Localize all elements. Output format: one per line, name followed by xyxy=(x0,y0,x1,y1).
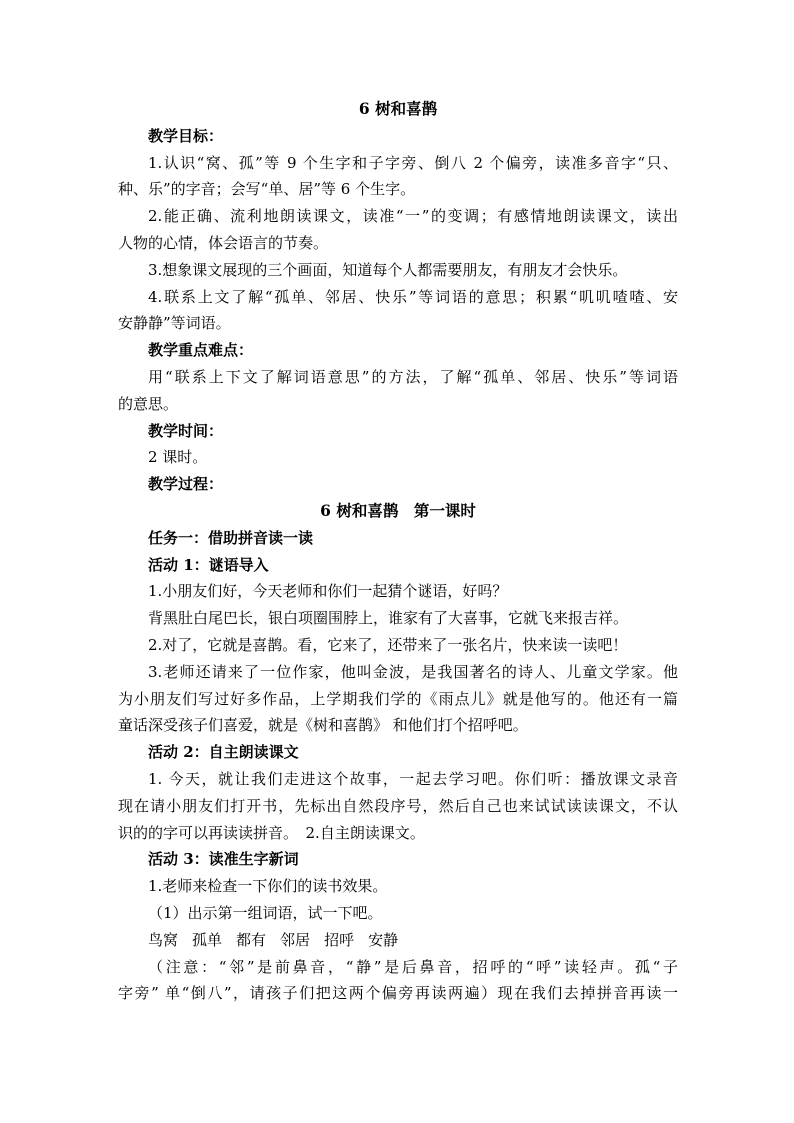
time-value: 2 课时。 xyxy=(148,448,208,467)
word-item: 鸟窝 xyxy=(148,930,179,949)
activity-2-line: 现在请小朋友们打开书，先标出自然段序号，然后自己也来试试读读课文，不认 xyxy=(118,796,678,815)
key-points-line-1: 用“联系上下文了解词语意思”的方法，了解“孤单、邻居、快乐”等词语 xyxy=(148,367,678,386)
activity-1-line: 童话深受孩子们喜爱，就是《树和喜鹊》 和他们打个招呼吧。 xyxy=(118,716,528,735)
word-item: 孤单 xyxy=(192,930,223,949)
key-points-line-2: 的意思。 xyxy=(118,394,179,413)
objective-4-line-1: 4.联系上文了解“孤单、邻居、快乐”等词语的意思；积累“叽叽喳喳、安 xyxy=(148,287,678,306)
task-1-heading: 任务一：借助拼音读一读 xyxy=(148,528,314,547)
objective-3-line-1: 3.想象课文展现的三个画面，知道每个人都需要朋友，有朋友才会快乐。 xyxy=(148,260,628,279)
pronunciation-note-line-1: （注意：“邻”是前鼻音，“静”是后鼻音，招呼的“呼”读轻声。孤“子 xyxy=(148,957,678,976)
activity-3-line: （1）出示第一组词语，试一下吧。 xyxy=(148,903,383,922)
objectives-heading: 教学目标： xyxy=(148,126,224,145)
activity-1-line: 背黑肚白尾巴长，银白项圈围脖上，谁家有了大喜事，它就飞来报吉祥。 xyxy=(148,609,629,628)
process-heading: 教学过程： xyxy=(148,475,224,494)
activity-1-heading: 活动 1：谜语导入 xyxy=(148,555,269,574)
objective-2-line-1: 2.能正确、流利地朗读课文，读准“一”的变调；有感情地朗读课文，读出 xyxy=(148,207,678,226)
document-page xyxy=(118,96,678,1007)
activity-2-line: 识的的字可以再读读拼音。 2.自主朗读课文。 xyxy=(118,823,425,842)
activity-2-line: 1. 今天，就让我们走进这个故事，一起去学习吧。你们听：播放课文录音 xyxy=(148,769,678,788)
activity-2-heading: 活动 2：自主朗读课文 xyxy=(148,743,299,762)
page-title: 6 树和喜鹊 xyxy=(358,99,438,118)
pronunciation-note-line-2: 字旁” 单“倒八”，请孩子们把这两个偏旁再读两遍）现在我们去掉拼音再读一 xyxy=(118,984,678,1003)
objective-2-line-2: 人物的心情，体会语言的节奏。 xyxy=(118,233,329,252)
lesson-subtitle: 6 树和喜鹊 第一课时 xyxy=(320,500,476,520)
key-points-heading: 教学重点难点： xyxy=(148,341,254,360)
word-item: 都有 xyxy=(236,930,267,949)
activity-1-line: 2.对了，它就是喜鹊。看，它来了，还带来了一张名片，快来读一读吧！ xyxy=(148,635,628,654)
word-item: 邻居 xyxy=(280,930,311,949)
activity-1-line: 3.老师还请来了一位作家，他叫金波，是我国著名的诗人、儿童文学家。他 xyxy=(148,662,678,681)
activity-3-line: 1.老师来检查一下你们的读书效果。 xyxy=(148,877,388,896)
word-list xyxy=(118,927,678,954)
word-item: 招呼 xyxy=(324,930,355,949)
objective-1-line-2: 种、乐”的字音；会写“单、居”等 6 个生字。 xyxy=(118,180,416,199)
time-heading: 教学时间： xyxy=(148,421,224,440)
activity-1-line: 1.小朋友们好，今天老师和你们一起猜个谜语，好吗？ xyxy=(148,582,508,601)
word-item: 安静 xyxy=(368,930,399,949)
activity-3-heading: 活动 3：读准生字新词 xyxy=(148,850,299,869)
activity-1-line: 为小朋友们写过好多作品，上学期我们学的《雨点儿》就是他写的。他还有一篇 xyxy=(118,689,678,708)
objective-1-line-1: 1.认识“窝、孤”等 9 个生字和子字旁、倒八 2 个偏旁，读准多音字“只、 xyxy=(148,153,678,172)
objective-4-line-2: 安静静”等词语。 xyxy=(118,314,231,333)
